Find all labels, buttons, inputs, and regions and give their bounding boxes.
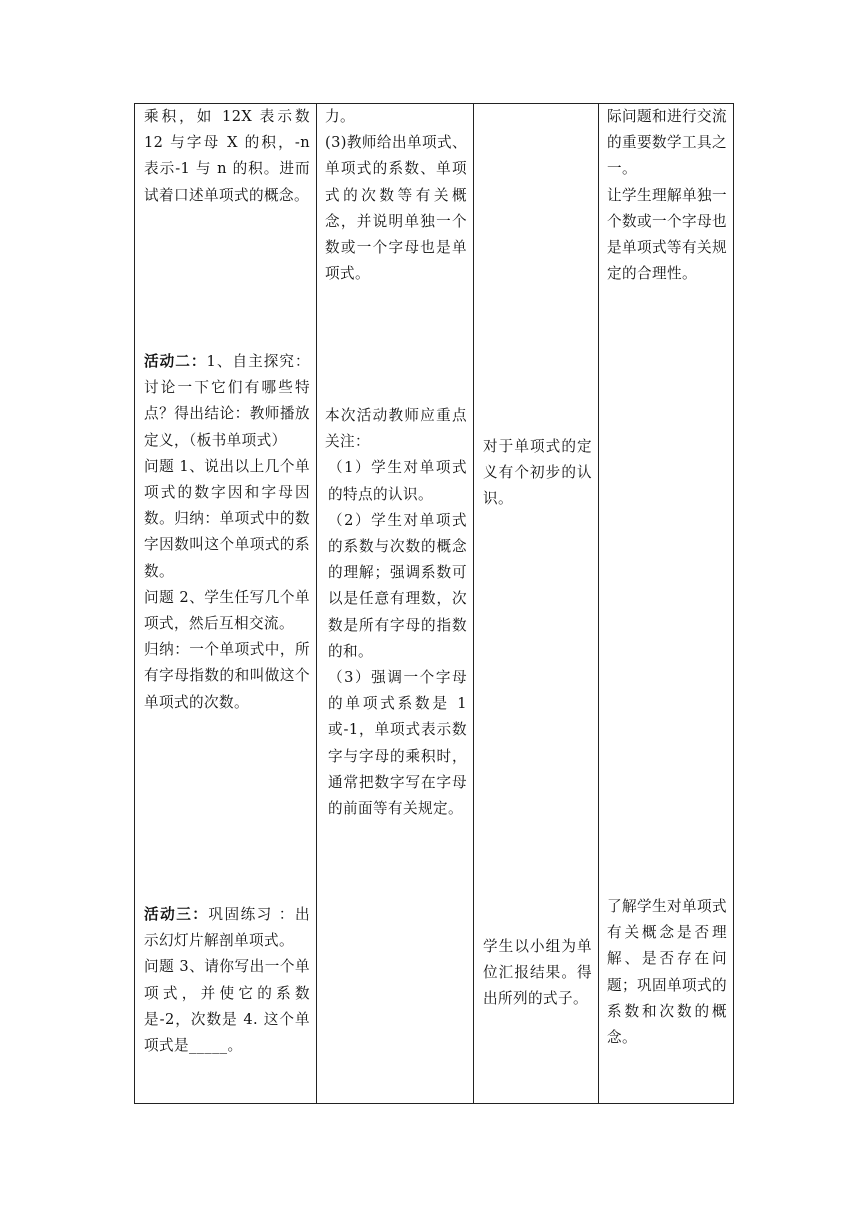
col3-block-b [483,934,592,1013]
design-intent-cell [599,104,734,1104]
col2-line-a1: 力。 [325,108,355,125]
question1-text: 问题 1、说出以上几个单项式的数字因和字母因数。归纳：单项式中的数字因数叫这个单项式的系数。 [144,457,310,580]
student-activity-cell [135,104,317,1104]
col2-focus-1: （1）学生对单项式的特点的认识。 [328,459,467,503]
col4-text-a2: 让学生理解单独一个数或一个字母也是单项式等有关规定的合理性。 [607,186,727,283]
col4-block-b [607,894,727,1051]
col3-block-a [483,434,592,513]
activity2-text: 1、自主探究：讨论一下它们有哪些特点？得出结论：教师播放定义，（板书单项式） [144,353,310,449]
col2-focus-block [325,403,473,822]
teacher-focus-cell [317,104,474,1104]
summary-text: 归纳：一个单项式中，所有字母指数的和叫做这个单项式的次数。 [144,641,310,711]
col2-focus-2: （2）学生对单项式的系数与次数的概念的理解；强调系数可以是任意有理数，次数是所有字母的指数的和。 [328,511,467,660]
question2-text: 问题 2、学生任写几个单项式，然后互相交流。 [144,588,310,633]
activity2-label: 活动二： [144,353,207,370]
col2-focus-3: （3）强调一个字母的单项式系数是 1 或-1，单项式表示数字与字母的乘积时，通常把数字写在字母的前面等有关规定。 [328,669,473,818]
col4-text-a1: 际问题和进行交流的重要数学工具之一。 [607,108,727,178]
activity2-heading [144,349,310,454]
question3-text: 问题 3、请你写出一个单项式，并使它的系数是-2，次数是 4. 这个单项式是_____。 [144,958,310,1055]
activity3-heading [144,902,310,954]
lesson-plan-table [134,103,734,1104]
col4-text-b: 了解学生对单项式有关概念是否理解、是否存在问题；巩固单项式的系数和次数的概念。 [607,898,727,1047]
col3-text-a: 对于单项式的定义有个初步的认识。 [483,438,592,508]
activity3-label: 活动三： [144,906,209,923]
activity3-block [144,902,310,1059]
table-row [135,104,734,1104]
col4-top-block [607,104,727,287]
col2-top-block [325,104,467,287]
effect-cell [474,104,599,1104]
col2-focus-intro: 本次活动教师应重点关注： [325,407,467,451]
activity2-block [144,349,310,716]
col1-top-block [144,104,316,209]
col1-intro-text: 乘积，如 12X 表示数 12 与字母 X 的积，-n 表示-1 与 n 的积。进而试着口述单项式的概念。 [144,108,316,204]
col2-line-a2: (3)教师给出单项式、单项式的系数、单项式的次数等有关概念，并说明单独一个数或一个字母也是单项式。 [325,134,467,283]
activity3-text: 巩固练习 ：出示幻灯片解剖单项式。 [144,906,310,950]
col3-text-b: 学生以小组为单位汇报结果。得出所列的式子。 [483,938,592,1008]
